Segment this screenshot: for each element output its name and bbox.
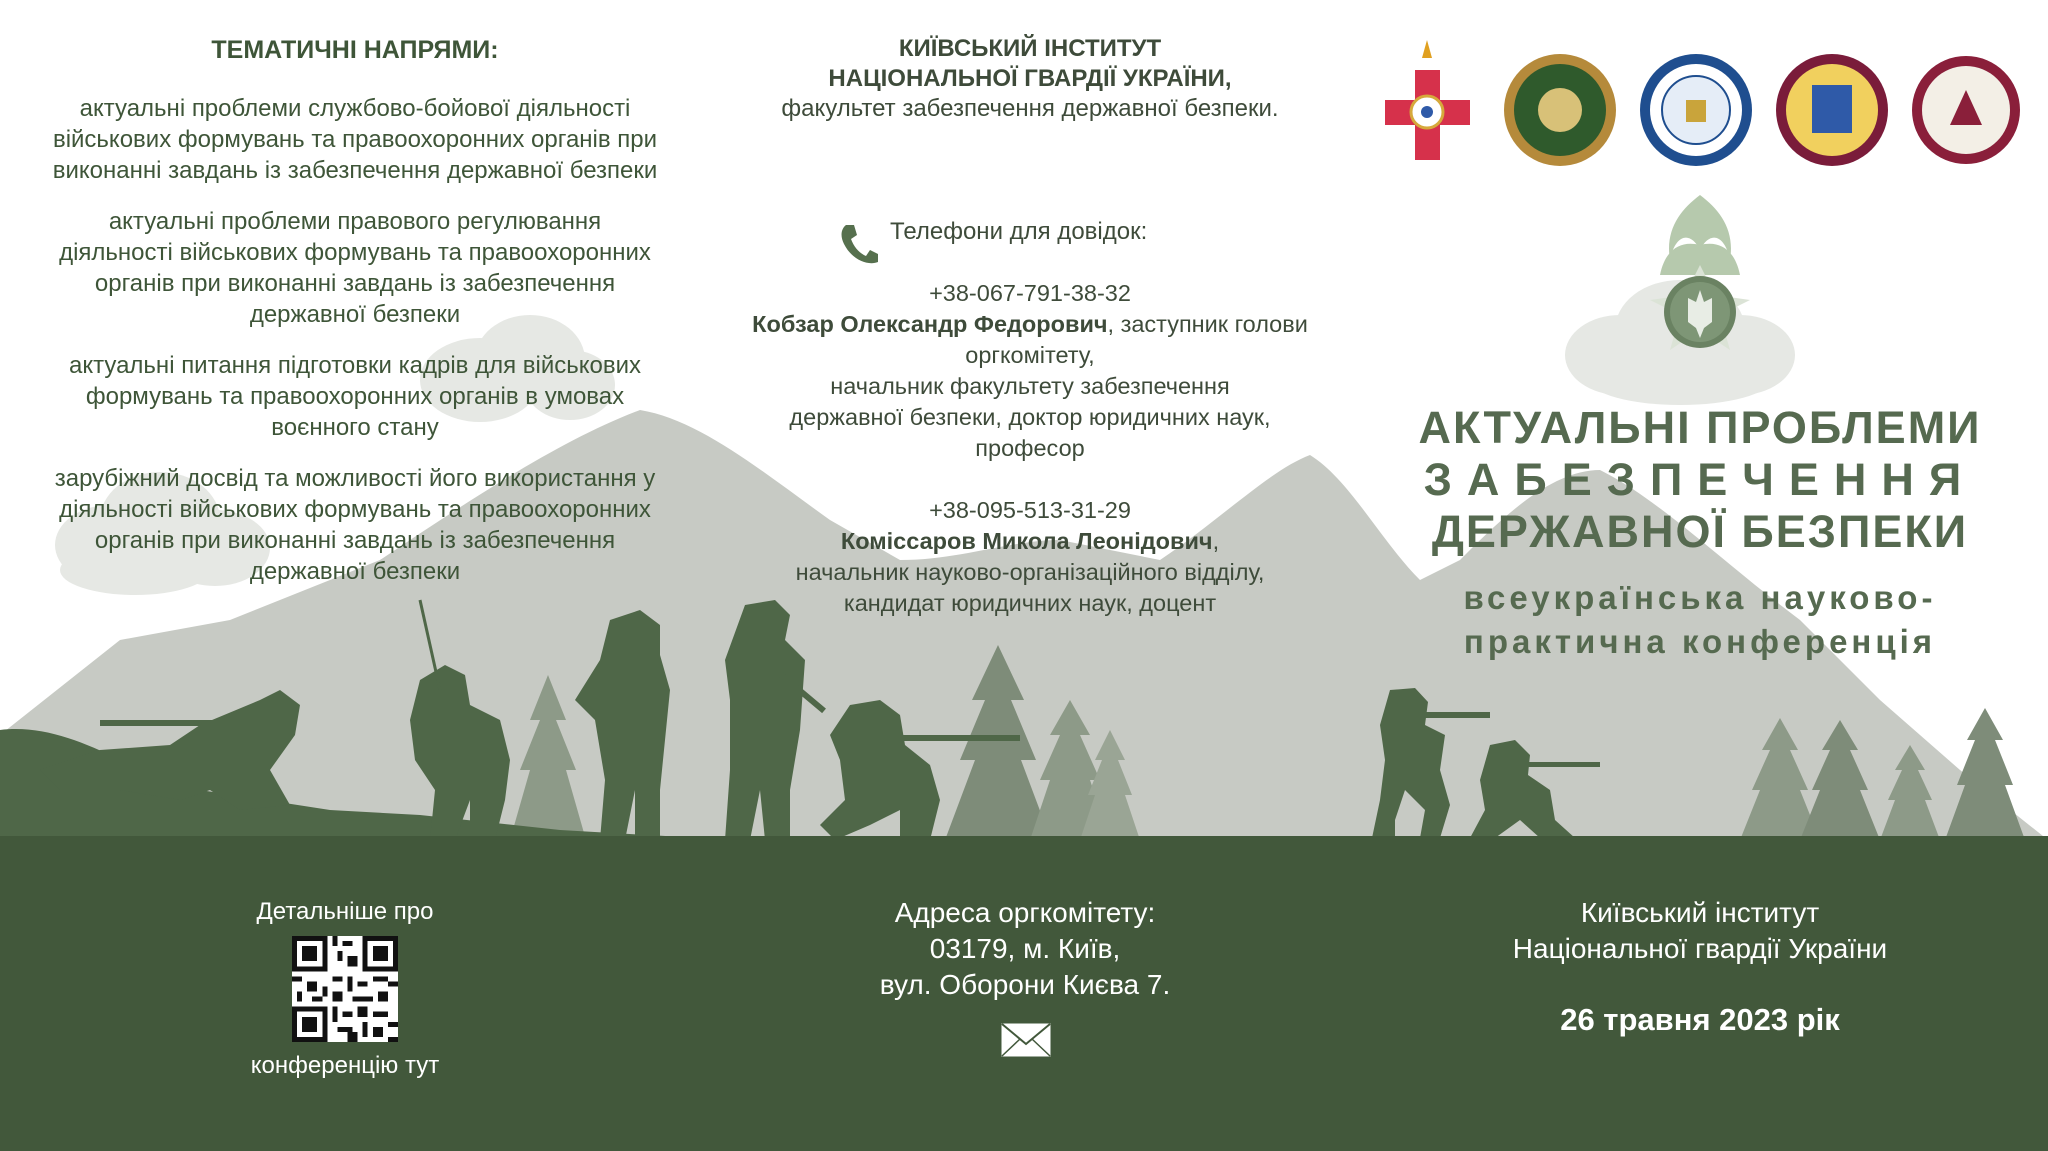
address-block [780,895,1270,1003]
red-cross-emblem [1385,40,1470,160]
contact-1-role-4: професор [975,435,1085,461]
contacts-list [730,278,1330,619]
institute-name-line2: НАЦІОНАЛЬНОЇ ГВАРДІЇ УКРАЇНИ, [828,65,1232,92]
subtitle-line-2: практична конференція [1463,623,1937,660]
mail-icon[interactable] [1000,1022,1052,1058]
footer-institute-line-1: Київський інститут [1580,897,1820,928]
subtitle-line-1: всеукраїнська науково- [1463,579,1937,616]
qr-label-top: Детальніше про [256,898,434,925]
topic-1: актуальні проблеми службово-бойової діяльності військових формувань та правоохоронних органів при виконанні завдань із забезпечення державної безпеки [52,95,658,184]
contact-2-phone: +38-095-513-31-29 [929,497,1131,523]
contact-1-role-2: начальник факультету забезпечення [830,373,1230,399]
conference-title [1400,402,2000,664]
phones-label: Телефони для довідок: [890,218,1148,245]
address-line-2: вул. Оборони Києва 7. [879,969,1171,1000]
conference-date: 26 травня 2023 рік [1560,1002,1840,1037]
topic-2: актуальні проблеми правового регулювання діяльності військових формувань та правоохоронних органів при виконанні завдань із забезпечення державної безпеки [59,208,651,328]
qr-code[interactable] [292,936,398,1042]
patriotism-emblem [1776,54,1888,166]
institute-name-line1: КИЇВСЬКИЙ ІНСТИТУТ [898,35,1162,62]
guard-institute-emblem [1640,54,1752,166]
footer-institute [1420,895,1980,967]
phone-icon [838,222,878,266]
contact-2-role-1: , [1212,528,1220,554]
contact-2-name: Коміссаров Микола Леонідович [840,528,1213,554]
guard-emblem [1620,190,1780,390]
contact-2-role-3: кандидат юридичних наук, доцент [843,590,1217,616]
organizer-section [730,34,1330,124]
faculty-name: факультет забезпечення державної безпеки. [781,95,1279,122]
topic-3: актуальні питання підготовки кадрів для військових формувань та правоохоронних органів в умовах воєнного стану [68,352,642,441]
contact-2-role-2: начальник науково-організаційного відділу, [795,559,1265,585]
topic-4: зарубіжний досвід та можливості його використання у діяльності військових формувань та правоохоронних органів при виконанні завдань із забезпечення державної безпеки [54,465,656,585]
title-line-2: ЗАБЕЗПЕЧЕННЯ [1423,454,1977,505]
topics-section [50,36,660,607]
qr-label-bottom: конференцію тут [250,1052,440,1079]
address-label: Адреса оргкомітету: [894,897,1156,928]
contact-1-role-3: державної безпеки, доктор юридичних наук, [789,404,1271,430]
contact-1-name: Кобзар Олександр Федорович [752,311,1108,337]
contact-1-phone: +38-067-791-38-32 [929,280,1131,306]
topics-heading: ТЕМАТИЧНІ НАПРЯМИ: [211,36,499,64]
footer-institute-line-2: Національної гвардії України [1512,933,1888,964]
address-line-1: 03179, м. Київ, [929,933,1121,964]
partner-logos [1360,30,2020,180]
academy-emblem [1504,54,1616,166]
title-line-1: АКТУАЛЬНІ ПРОБЛЕМИ [1418,402,1982,453]
title-line-3: ДЕРЖАВНОЇ БЕЗПЕКИ [1431,506,1969,557]
contact-1-role-1: , заступник голови оргкомітету, [965,311,1308,368]
border-institute-emblem [1912,56,2020,164]
